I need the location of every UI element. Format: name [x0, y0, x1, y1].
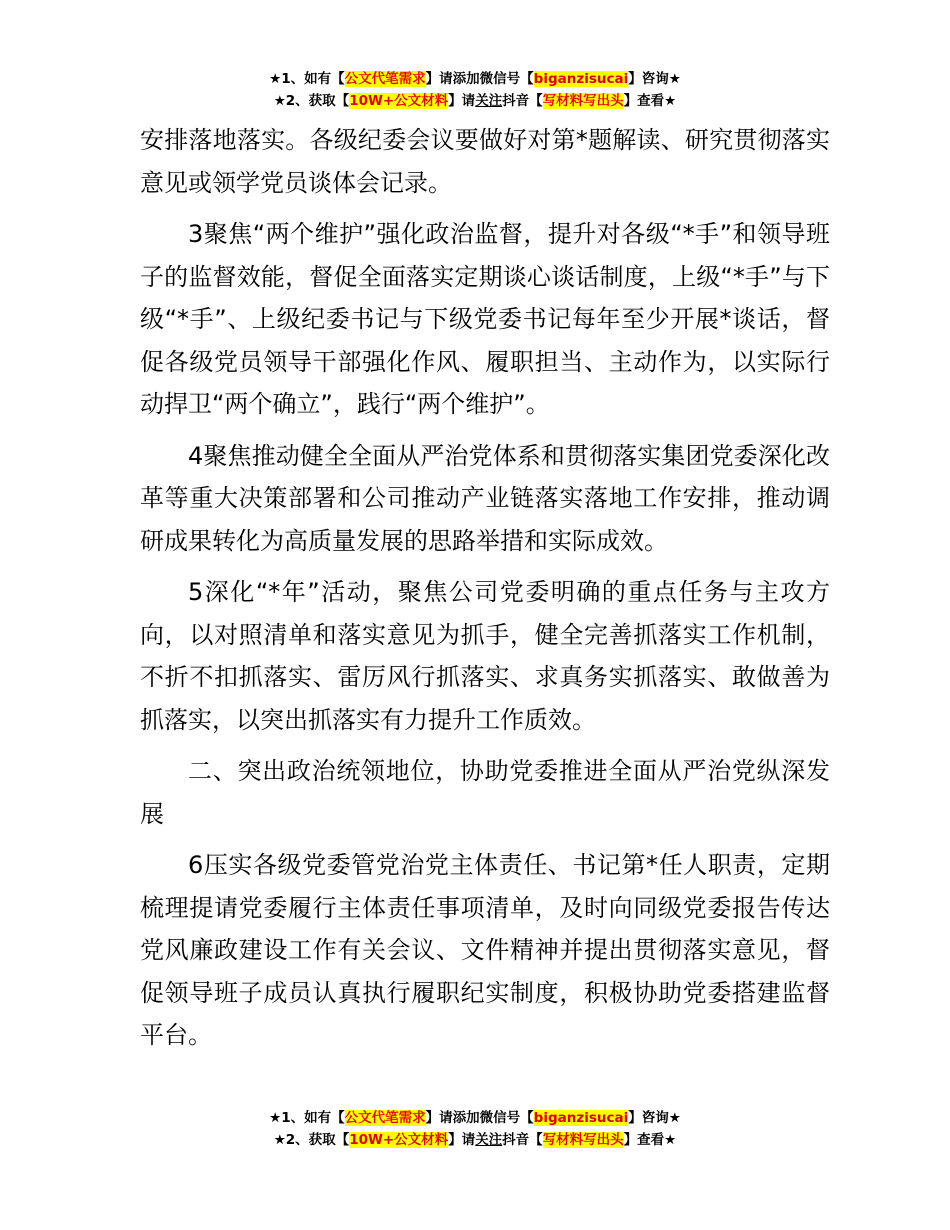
- document-body: [140, 119, 830, 1066]
- highlight-wechat-id: biganzisucai: [533, 1110, 629, 1126]
- highlight-service: 公文代笔需求: [344, 71, 426, 87]
- banner-line-2: [0, 1129, 950, 1151]
- header-banner: [0, 68, 950, 112]
- banner-text: 】查看★: [623, 1132, 677, 1148]
- banner-line-1: [0, 68, 950, 90]
- highlight-wechat-id: biganzisucai: [533, 71, 629, 87]
- banner-text: ★2、获取【: [273, 93, 350, 109]
- banner-text: ★1、如有【: [269, 1110, 345, 1126]
- banner-underlined-text: 关注: [475, 1132, 503, 1148]
- banner-text: 】请: [448, 93, 476, 109]
- highlight-materials: 10W+公文材料: [349, 1132, 449, 1148]
- highlight-service: 公文代笔需求: [344, 1110, 426, 1126]
- paragraph-item-4: 4聚焦推动健全全面从严治党体系和贯彻落实集团党委深化改革等重大决策部署和公司推动产业链落实落地工作安排，推动调研成果转化为高质量发展的思路举措和实际成效。: [140, 441, 830, 555]
- banner-text: 】查看★: [623, 93, 677, 109]
- banner-text: 】请添加微信号【: [425, 71, 534, 87]
- banner-text: 抖音【: [502, 1132, 543, 1148]
- banner-text: 】请: [448, 1132, 476, 1148]
- paragraph-item-6: 6压实各级党委管党治党主体责任、书记第*任人职责，定期梳理提请党委履行主体责任事项清单，及时向同级党委报告传达党风廉政建设工作有关会议、文件精神并提出贯彻落实意见，督促领导班子成员认真执行履职纪实制度，积极协助党委搭建监督平台。: [140, 851, 830, 1049]
- banner-text: 抖音【: [502, 93, 543, 109]
- highlight-douyin-account: 写材料写出头: [542, 93, 624, 109]
- banner-line-2: [0, 90, 950, 112]
- footer-banner: [0, 1107, 950, 1151]
- paragraph-continuation: 安排落地落实。各级纪委会议要做好对第*题解读、研究贯彻落实意见或领学党员谈体会记录。: [140, 126, 830, 197]
- highlight-douyin-account: 写材料写出头: [542, 1132, 624, 1148]
- paragraph-item-5: 5深化“*年”活动，聚焦公司党委明确的重点任务与主攻方向，以对照清单和落实意见为抓手，健全完善抓落实工作机制，不折不扣抓落实、雷厉风行抓落实、求真务实抓落实、敢做善为抓落实，以突出抓落实有力提升工作质效。: [140, 578, 830, 734]
- section-heading-2: 二、突出政治统领地位，协助党委推进全面从严治党纵深发展: [140, 757, 830, 828]
- highlight-materials: 10W+公文材料: [349, 93, 449, 109]
- paragraph-item-3: 3聚焦“两个维护”强化政治监督，提升对各级“*手”和领导班子的监督效能，督促全面落实定期谈心谈话制度，上级“*手”与下级“*手”、上级纪委书记与下级党委书记每年至少开展*谈话，督促各级党员领导干部强化作风、履职担当、主动作为，以实际行动捍卫“两个确立”，践行“两个维护”。: [140, 220, 830, 418]
- banner-text: 】咨询★: [628, 1110, 681, 1126]
- banner-line-1: [0, 1107, 950, 1129]
- banner-text: 】请添加微信号【: [425, 1110, 534, 1126]
- banner-text: 】咨询★: [628, 71, 681, 87]
- banner-text: ★1、如有【: [269, 71, 345, 87]
- banner-underlined-text: 关注: [475, 93, 503, 109]
- banner-text: ★2、获取【: [273, 1132, 350, 1148]
